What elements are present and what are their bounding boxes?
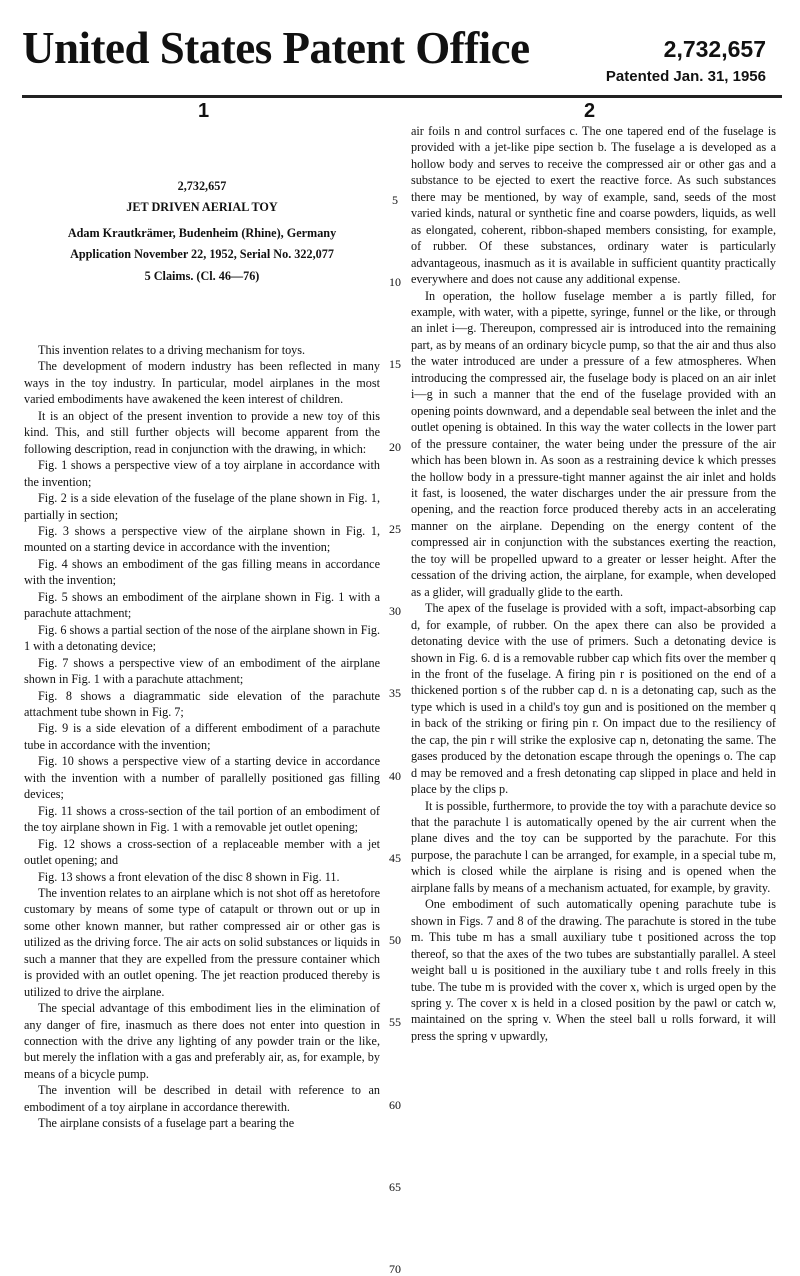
line-number: 30	[389, 604, 401, 619]
patent-title: JET DRIVEN AERIAL TOY	[126, 200, 278, 215]
patented-date: Patented Jan. 31, 1956	[605, 68, 766, 85]
header-rule	[22, 95, 782, 98]
paragraph: It is possible, furthermore, to provide the toy with a parachute device so that the parachute l is automatically opened by the air current when the plane dives and the toy can be supported by the parachute. For this purpose, the parachute l can be arranged, for example, in a special tube m, which is closed while the airplane is rising and is opened when the airplane falls by means of a mechanism actuated, for example, by gravity.	[411, 798, 776, 895]
paragraph: Fig. 3 shows a perspective view of the airplane shown in Fig. 1, mounted on a starting device in accordance with the invention;	[24, 523, 380, 555]
line-number: 35	[389, 686, 401, 701]
line-number: 70	[389, 1262, 401, 1276]
column-number-right: 2	[584, 100, 596, 122]
inventor-line: Adam Krautkrämer, Budenheim (Rhine), Germany	[67, 225, 337, 240]
line-number: 10	[389, 275, 401, 290]
line-number: 50	[389, 933, 401, 948]
paragraph: Fig. 9 is a side elevation of a different embodiment of a parachute tube in accordance with the invention;	[24, 721, 380, 752]
paragraph: The development of modern industry has been reflected in many ways in the toy industry. In particular, model airplanes in the most varied embodiments have awakened the keen interest of children.	[24, 359, 380, 407]
column-number-left: 1	[198, 100, 210, 122]
paragraph: Fig. 10 shows a perspective view of a starting device in accordance with the invention with a number of parallelly positioned gas filling devices;	[24, 754, 380, 802]
paragraph: This invention relates to a driving mechanism for toys.	[38, 343, 306, 357]
paragraph: Fig. 6 shows a partial section of the nose of the airplane shown in Fig. 1 with a detonating device;	[24, 622, 380, 654]
paragraph: The airplane consists of a fuselage part a bearing the	[38, 1116, 295, 1131]
front-matter	[24, 178, 380, 289]
left-column	[24, 342, 380, 1132]
paragraph: Fig. 12 shows a cross-section of a replaceable member with a jet outlet opening; and	[24, 836, 380, 868]
line-number: 25	[389, 521, 401, 536]
line-number: 20	[389, 439, 401, 454]
paragraph: Fig. 2 is a side elevation of the fuselage of the plane shown in Fig. 1, partially in section;	[24, 491, 380, 522]
paragraph: Fig. 5 shows an embodiment of the airplane shown in Fig. 1 with a parachute attachment;	[24, 589, 380, 621]
paragraph: The invention relates to an airplane which is not shot off as heretofore customary by means of some type of catapult or thrown out or up in some other known manner, but rather compressed air or other gas is utilized as the driving force. The air acts on solid substances or liquids in such a manner that they are expelled from the pressure container which is provided with an outlet opening. The jet reaction produced thereby is utilized to drive the airplane.	[24, 885, 380, 999]
line-number: 5	[392, 192, 398, 207]
line-number: 45	[389, 850, 401, 865]
line-number: 55	[389, 1015, 401, 1030]
paragraph: The invention will be described in detail with reference to an embodiment of a toy airplane in accordance therewith.	[24, 1083, 380, 1114]
paragraph: Fig. 13 shows a front elevation of the disc 8 shown in Fig. 11.	[38, 869, 340, 884]
right-column	[411, 123, 776, 1044]
patent-number: 2,732,657	[663, 36, 766, 62]
paragraph: One embodiment of such automatically opening parachute tube is shown in Figs. 7 and 8 of the drawing. The parachute is stored in the tube m. This tube m has a small auxiliary tube t positioned across the top thereof, so that the axes of the two tubes are substantially parallel. A steel weight ball u is positioned in the auxiliary tube t and rolls freely in this tube. The tube m is provided with the cover x, which is urged open by the spring y. The cover x is held in a closed position by the pawl or catch w, maintained on the spring v. When the steel ball u rolls forward, it will press the spring v upwardly,	[411, 897, 776, 1043]
office-title: United States Patent Office	[22, 23, 530, 73]
paragraph: The apex of the fuselage is provided with a soft, impact-absorbing cap d, for example, of rubber. On the apex there can also be provided a detonating device with the use of primers. Such a detonating device is shown in Fig. 6. d is a removable rubber cap which fits over the member q in the front of the fuselage. A firing pin r is positioned on the end of a thickened portion s of the rubber cap d. n is a detonating cap, such as the type which is used in a child's toy gun and is positioned on the member q in back of the striking or firing pin r. On impact due to the resiliency of the cap, the pin r will strike the explosive cap n, detonating the same. The gases produced by the detonation escape through the openings o. The cap d may be removed and a fresh detonating cap slipped in place and held in place by the clips p.	[411, 601, 776, 797]
line-number: 40	[389, 768, 401, 783]
paragraph: Fig. 11 shows a cross-section of the tail portion of an embodiment of the toy airplane shown in Fig. 1 with a removable jet outlet opening;	[24, 803, 380, 835]
front-patent-number: 2,732,657	[177, 179, 227, 193]
paragraph: air foils n and control surfaces c. The one tapered end of the fuselage is provided with a jet-like pipe section b. The fuselage a is developed as a hollow body and serves to receive the compressed air or other gas and a substance to be ejected to exert the reactive force. As such substances there may be mentioned, by way of example, sand, seeds of the most varied kinds, natural or synthetic fine and coarse powders, liquids, as well as elongated, coherent, ribbon-shaped members consisting, for example, of rubber. Of these substances, ordinary water is particularly advantageous, inasmuch as it is available in sufficient quantity practically everywhere and does not cause any additional expense.	[411, 124, 776, 287]
paragraph: It is an object of the present invention to provide a new toy of this kind. This, and still further objects will become apparent from the following description, read in conjunction with the drawing, in which:	[24, 408, 380, 456]
paragraph: The special advantage of this embodiment lies in the elimination of any danger of fire, inasmuch as there does not enter into question in connection with the drive any lighting of any powder train or the like, but merely the inflation with a gas and preferably air, as, for example, by means of a bicycle pump.	[24, 1001, 380, 1081]
line-number: 65	[389, 1179, 401, 1194]
claims-line: 5 Claims. (Cl. 46—76)	[144, 268, 260, 283]
line-number: 60	[389, 1097, 401, 1112]
paragraph: Fig. 4 shows an embodiment of the gas filling means in accordance with the invention;	[24, 556, 380, 588]
paragraph: In operation, the hollow fuselage member a is partly filled, for example, with water, with a pipette, syringe, funnel or the like, or through an inlet i—g. Thereupon, compressed air is introduced into the remaining part, as by means of an ordinary bicycle pump, so that the air and thus also the water introduced are under a pressure of a few atmospheres. When introducing the compressed air, the fuselage body is placed on an air inlet i—g in such a manner that the end of the fuselage provided with an opening points downward, and a dependable seal between the inlet and the outlet opening is obtained. In this way the water collects in the lower part of the pressure container, the water being under the pressure of the air which has been blown in. As soon as a restraining device k which presses the hollow body in a pressure-tight manner against the air inlet and holds it fast, is loosened, the water discharges under the air pressure from the opening, and the reaction force produced thereby acts in an accelerating manner on the airplane. Depending on the energy content of the compressed air in conjunction with the substances exerting the reaction, the toy will be propelled upward to a greater or lesser height. After the cessation of the driving action, the airplane, for example, when developed as a glider, will gradually glide to the earth.	[411, 288, 776, 599]
masthead	[22, 14, 782, 94]
paragraph: Fig. 8 shows a diagrammatic side elevation of the parachute attachment tube shown in Fig. 7;	[24, 688, 380, 719]
line-number: 15	[389, 357, 401, 372]
paragraph: Fig. 1 shows a perspective view of a toy airplane in accordance with the invention;	[24, 458, 380, 489]
paragraph: Fig. 7 shows a perspective view of an embodiment of the airplane shown in Fig. 1 with a parachute attachment;	[24, 655, 380, 687]
application-line: Application November 22, 1952, Serial No. 322,077	[70, 247, 334, 262]
